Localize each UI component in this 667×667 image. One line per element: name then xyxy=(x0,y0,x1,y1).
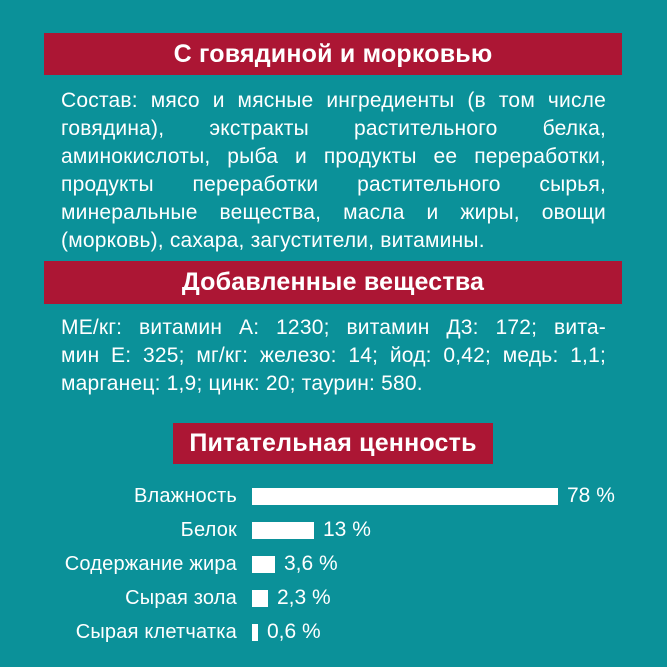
chart-bar xyxy=(252,522,314,539)
chart-value-label: 2,3 % xyxy=(277,586,331,609)
additives-banner-title: Добавленные вещества xyxy=(181,268,485,296)
text-line: продукты переработки растительного сырья, xyxy=(61,173,606,196)
nutrition-chart xyxy=(0,479,667,649)
chart-row xyxy=(0,479,667,513)
nutrition-banner xyxy=(173,423,493,464)
flavor-banner-title: С говядиной и морковью xyxy=(173,39,493,68)
chart-value-label: 78 % xyxy=(567,484,615,507)
chart-category-label: Сырая зола xyxy=(125,586,237,609)
chart-value-label: 3,6 % xyxy=(284,552,338,575)
chart-row xyxy=(0,547,667,581)
chart-value-label: 13 % xyxy=(323,518,371,541)
additives-banner xyxy=(44,261,622,304)
chart-row xyxy=(0,513,667,547)
nutrition-banner-title: Питательная ценность xyxy=(189,429,477,457)
additives-text xyxy=(61,314,606,398)
flavor-banner xyxy=(44,33,622,75)
composition-text xyxy=(61,87,606,255)
chart-category-label: Содержание жира xyxy=(64,552,237,575)
text-line: мин Е: 325; мг/кг: железо: 14; йод: 0,42; медь: 1,1; xyxy=(61,344,606,367)
text-line: МЕ/кг: витамин А: 1230; витамин Д3: 172; вита- xyxy=(61,316,606,339)
chart-bar xyxy=(252,624,258,641)
chart-row xyxy=(0,615,667,649)
text-line: (морковь), сахара, загустители, витамины. xyxy=(61,229,485,252)
text-line: Состав: мясо и мясные ингредиенты (в том числе xyxy=(61,89,606,112)
chart-category-label: Белок xyxy=(180,518,237,541)
chart-row xyxy=(0,581,667,615)
chart-bar xyxy=(252,590,268,607)
text-line: минеральные вещества, масла и жиры, овощи xyxy=(61,201,606,224)
text-line: аминокислоты, рыба и продукты ее переработки, xyxy=(61,145,606,168)
text-line: говядина), экстракты растительного белка, xyxy=(61,117,606,140)
chart-category-label: Сырая клетчатка xyxy=(75,620,237,643)
chart-value-label: 0,6 % xyxy=(267,620,321,643)
chart-category-label: Влажность xyxy=(133,484,237,507)
chart-bar xyxy=(252,556,275,573)
text-line: марганец: 1,9; цинк: 20; таурин: 580. xyxy=(61,372,423,395)
chart-bar xyxy=(252,488,558,505)
